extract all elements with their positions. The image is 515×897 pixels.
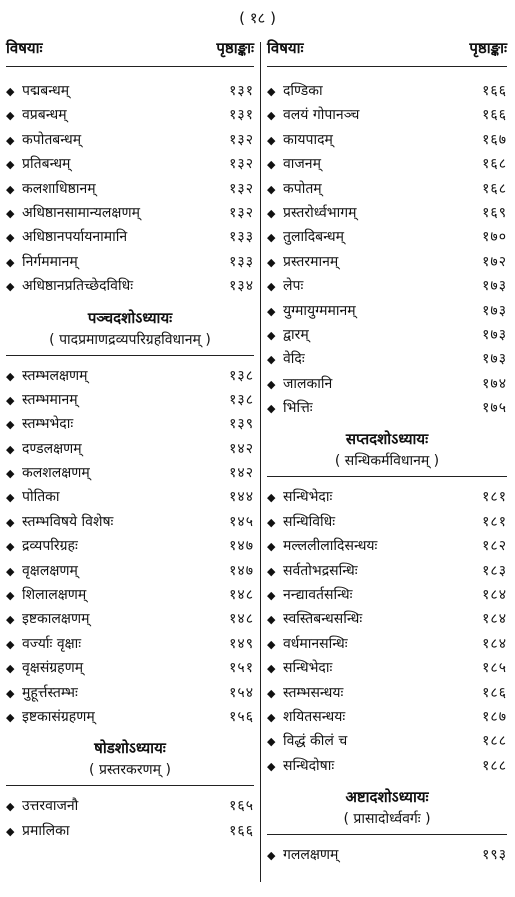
chapter-heading-block xyxy=(267,786,507,835)
toc-entry-page: १४७ xyxy=(229,538,254,555)
diamond-bullet-icon: ◆ xyxy=(267,710,276,724)
toc-entry-topic xyxy=(6,414,73,433)
diamond-bullet-icon: ◆ xyxy=(6,418,15,432)
diamond-bullet-icon: ◆ xyxy=(6,800,15,814)
diamond-bullet-icon: ◆ xyxy=(267,206,276,220)
toc-entry-title: सन्धिदोषाः xyxy=(283,757,335,774)
toc-entry-title: शिलालक्षणम् xyxy=(22,587,87,604)
diamond-bullet-icon: ◆ xyxy=(6,206,15,220)
toc-entry-page: १४२ xyxy=(229,465,254,482)
toc-entry-page: १३२ xyxy=(229,204,254,221)
section-rule xyxy=(267,476,507,477)
diamond-bullet-icon: ◆ xyxy=(267,133,276,147)
diamond-bullet-icon: ◆ xyxy=(267,589,276,603)
toc-entry xyxy=(267,756,507,780)
toc-entry-title: वृक्षसंग्रहणम् xyxy=(22,660,84,677)
toc-entry-topic xyxy=(267,683,343,702)
toc-entry-page: १८१ xyxy=(482,489,507,506)
toc-entry-topic xyxy=(267,325,309,344)
toc-entry-page: १८४ xyxy=(482,587,507,604)
toc-entry-title: वर्धमानसन्धिः xyxy=(283,635,348,652)
diamond-bullet-icon: ◆ xyxy=(267,613,276,627)
toc-entry-title: इष्टकालक्षणम् xyxy=(22,611,90,628)
diamond-bullet-icon: ◆ xyxy=(6,393,15,407)
toc-entry xyxy=(6,463,254,487)
toc-entry-page: १६८ xyxy=(482,156,507,173)
toc-entry-title: इष्टकासंग्रहणम् xyxy=(22,708,95,725)
toc-entry xyxy=(6,609,254,633)
toc-entry-page: १३२ xyxy=(229,180,254,197)
toc-entry-page: १८६ xyxy=(482,684,507,701)
toc-entry-title: दण्डिका xyxy=(283,83,323,99)
chapter-heading-block xyxy=(6,737,254,786)
left-entries xyxy=(6,81,254,845)
toc-entry xyxy=(6,81,254,105)
toc-entry-topic xyxy=(6,707,95,726)
diamond-bullet-icon: ◆ xyxy=(6,231,15,245)
toc-entry xyxy=(267,634,507,658)
toc-entry-page: १६९ xyxy=(482,204,507,221)
toc-entry xyxy=(267,585,507,609)
page-number: ( १८ ) xyxy=(239,9,276,27)
toc-entry-topic xyxy=(267,585,352,604)
toc-entry-title: प्रस्तरमानम् xyxy=(283,253,339,270)
toc-entry xyxy=(6,227,254,251)
toc-entry-title: कपोतम् xyxy=(283,180,322,197)
toc-entry-topic xyxy=(6,227,127,246)
toc-entry-topic xyxy=(6,390,78,409)
toc-entry-topic xyxy=(6,658,83,677)
toc-entry xyxy=(267,349,507,373)
toc-entry-title: पद्मबन्धम् xyxy=(22,83,70,99)
toc-entry-page: १७४ xyxy=(482,375,507,392)
toc-entry-topic xyxy=(6,81,69,100)
toc-entry-topic xyxy=(6,487,60,506)
toc-entry-page: १४७ xyxy=(229,562,254,579)
toc-entry-topic xyxy=(267,252,338,271)
diamond-bullet-icon: ◆ xyxy=(267,735,276,749)
toc-entry-title: वाजनम् xyxy=(283,156,321,173)
topics-heading: विषयाः xyxy=(267,39,304,57)
toc-entry xyxy=(6,366,254,390)
section-rule xyxy=(6,355,254,356)
toc-entry-page: १८२ xyxy=(482,538,507,555)
toc-entry xyxy=(6,634,254,658)
toc-entry xyxy=(6,536,254,560)
diamond-bullet-icon: ◆ xyxy=(6,369,15,383)
chapter-heading-block xyxy=(267,428,507,477)
toc-entry-title: गललक्षणम् xyxy=(283,847,339,864)
toc-entry xyxy=(267,276,507,300)
toc-entry xyxy=(6,707,254,731)
toc-entry-topic xyxy=(6,439,82,458)
toc-entry-page: १६६ xyxy=(482,83,507,99)
chapter-title: अष्टादशोऽध्यायः xyxy=(345,788,429,807)
toc-entry-title: द्वारम् xyxy=(283,326,309,343)
chapter-subtitle: ( पादप्रमाणद्रव्यपरिग्रहविधानम् ) xyxy=(49,331,211,348)
toc-entry-topic xyxy=(6,154,70,173)
toc-entry-topic xyxy=(267,81,323,100)
toc-entry xyxy=(6,683,254,707)
chapter-title: पञ्चदशोऽध्यायः xyxy=(87,308,173,327)
toc-entry-title: विद्धं कीलं च xyxy=(283,733,348,750)
toc-entry-title: वलयं गोपानञ्च xyxy=(283,107,360,124)
toc-entry xyxy=(267,658,507,682)
toc-entry xyxy=(6,276,254,300)
diamond-bullet-icon: ◆ xyxy=(267,849,276,863)
toc-entry-topic xyxy=(267,130,333,149)
toc-entry-topic xyxy=(267,561,358,580)
section-rule xyxy=(267,834,507,835)
right-column xyxy=(267,38,507,870)
toc-entry xyxy=(267,227,507,251)
toc-entry xyxy=(267,81,507,105)
toc-entry xyxy=(267,203,507,227)
toc-entry xyxy=(267,374,507,398)
diamond-bullet-icon: ◆ xyxy=(6,255,15,269)
toc-entry xyxy=(267,707,507,731)
toc-entry-title: दण्डलक्षणम् xyxy=(22,440,82,457)
toc-entry-topic xyxy=(267,276,303,295)
toc-entry-page: १७० xyxy=(482,229,507,246)
diamond-bullet-icon: ◆ xyxy=(6,182,15,196)
toc-entry xyxy=(6,487,254,511)
toc-entry-title: प्रतिबन्धम् xyxy=(22,156,71,173)
toc-entry xyxy=(6,252,254,276)
toc-entry-title: प्रमालिका xyxy=(22,822,70,839)
diamond-bullet-icon: ◆ xyxy=(267,304,276,318)
chapter-subtitle: ( प्रासादोर्ध्ववर्गः ) xyxy=(343,811,431,828)
toc-entry-topic xyxy=(267,105,359,124)
chapter-subtitle: ( प्रस्तरकरणम् ) xyxy=(89,762,171,779)
diamond-bullet-icon: ◆ xyxy=(267,377,276,391)
toc-entry xyxy=(6,585,254,609)
toc-entry xyxy=(267,731,507,755)
diamond-bullet-icon: ◆ xyxy=(6,686,15,700)
diamond-bullet-icon: ◆ xyxy=(6,613,15,627)
toc-entry-page: १३८ xyxy=(229,367,254,384)
toc-entry xyxy=(267,105,507,129)
toc-entry-topic xyxy=(267,227,344,246)
toc-entry-title: नन्द्यावर्तसन्धिः xyxy=(283,587,353,604)
toc-entry-title: स्तम्भसन्धयः xyxy=(283,684,344,701)
toc-entry-topic xyxy=(267,398,313,417)
toc-entry-title: कायपादम् xyxy=(283,131,333,148)
diamond-bullet-icon: ◆ xyxy=(6,133,15,147)
toc-entry-page: १७३ xyxy=(482,351,507,368)
toc-entry-title: उत्तरवाजनौ xyxy=(22,798,79,815)
toc-entry-page: १३४ xyxy=(229,278,254,295)
toc-entry-title: सन्धिभेदाः xyxy=(283,489,333,506)
toc-entry-title: भित्तिः xyxy=(283,400,313,417)
diamond-bullet-icon: ◆ xyxy=(267,328,276,342)
diamond-bullet-icon: ◆ xyxy=(267,158,276,172)
toc-entry-topic xyxy=(267,154,321,173)
toc-entry xyxy=(6,390,254,414)
topics-heading: विषयाः xyxy=(6,39,43,57)
toc-entry-page: १९३ xyxy=(482,847,507,864)
toc-entry-title: पोतिका xyxy=(22,489,60,506)
diamond-bullet-icon: ◆ xyxy=(6,564,15,578)
toc-entry-topic xyxy=(6,821,69,840)
toc-entry xyxy=(267,561,507,585)
toc-entry-title: कलशलक्षणम् xyxy=(22,465,90,482)
toc-entry-page: १८४ xyxy=(482,611,507,628)
toc-entry-page: १६६ xyxy=(229,822,254,839)
toc-entry-page: १३१ xyxy=(229,107,254,124)
diamond-bullet-icon: ◆ xyxy=(6,515,15,529)
toc-entry xyxy=(267,398,507,422)
toc-entry-page: १४४ xyxy=(229,489,254,506)
chapter-title: सप्तदशोऽध्यायः xyxy=(345,430,429,449)
toc-entry-topic xyxy=(6,796,78,815)
diamond-bullet-icon: ◆ xyxy=(267,662,276,676)
diamond-bullet-icon: ◆ xyxy=(267,491,276,505)
toc-entry-topic xyxy=(267,634,348,653)
diamond-bullet-icon: ◆ xyxy=(6,710,15,724)
toc-entry xyxy=(267,845,507,869)
toc-entry-topic xyxy=(6,609,89,628)
diamond-bullet-icon: ◆ xyxy=(267,759,276,773)
diamond-bullet-icon: ◆ xyxy=(6,158,15,172)
toc-entry-page: १४२ xyxy=(229,440,254,457)
toc-entry-title: वृक्षलक्षणम् xyxy=(22,562,78,579)
toc-entry-title: सर्वतोभद्रसन्धिः xyxy=(283,562,358,579)
pages-heading: पृष्ठाङ्काः xyxy=(216,39,254,57)
toc-entry-topic xyxy=(267,301,356,320)
toc-entry-topic xyxy=(267,349,305,368)
toc-entry-topic xyxy=(6,366,88,385)
toc-entry-title: अधिष्ठानप्रतिच्छेदविधिः xyxy=(22,278,134,295)
chapter-heading-block xyxy=(6,307,254,356)
diamond-bullet-icon: ◆ xyxy=(6,662,15,676)
toc-entry-page: १६६ xyxy=(482,107,507,124)
toc-entry xyxy=(267,130,507,154)
toc-entry-page: १७५ xyxy=(482,400,507,417)
toc-entry-title: शयितसन्धयः xyxy=(283,708,346,725)
toc-entry-page: १६७ xyxy=(482,131,507,148)
toc-entry-topic xyxy=(267,536,377,555)
diamond-bullet-icon: ◆ xyxy=(267,515,276,529)
toc-entry-title: जालकानि xyxy=(283,375,333,392)
toc-entry-topic xyxy=(6,130,81,149)
diamond-bullet-icon: ◆ xyxy=(6,491,15,505)
toc-entry-title: स्तम्भभेदाः xyxy=(22,416,74,433)
toc-entry-page: १३१ xyxy=(229,83,254,99)
toc-entry-topic xyxy=(267,374,332,393)
toc-entry-topic xyxy=(267,658,332,677)
toc-entry-topic xyxy=(6,634,81,653)
toc-entry xyxy=(6,561,254,585)
toc-entry-title: मल्ललीलादिसन्धयः xyxy=(283,538,378,555)
diamond-bullet-icon: ◆ xyxy=(267,109,276,123)
diamond-bullet-icon: ◆ xyxy=(267,564,276,578)
toc-entry-page: १४५ xyxy=(229,513,254,530)
toc-entry-title: स्वस्तिबन्धसन्धिः xyxy=(283,611,363,628)
toc-entry xyxy=(267,683,507,707)
toc-entry-page: १८५ xyxy=(482,660,507,677)
toc-entry-topic xyxy=(6,683,78,702)
toc-entry xyxy=(267,325,507,349)
pages-heading: पृष्ठाङ्काः xyxy=(469,39,507,57)
toc-entry-topic xyxy=(6,512,113,531)
toc-entry xyxy=(267,487,507,511)
toc-entry-page: १८८ xyxy=(482,757,507,774)
toc-entry-page: १८१ xyxy=(482,513,507,530)
toc-entry xyxy=(267,609,507,633)
toc-entry-title: तुलादिबन्धम् xyxy=(283,229,345,246)
toc-entry-title: सन्धिविधिः xyxy=(283,513,336,530)
toc-entry-page: १६५ xyxy=(229,798,254,815)
toc-entry xyxy=(267,301,507,325)
toc-entry-page: १७३ xyxy=(482,278,507,295)
toc-entry xyxy=(267,154,507,178)
diamond-bullet-icon: ◆ xyxy=(267,231,276,245)
toc-entry xyxy=(6,414,254,438)
right-column-header xyxy=(267,38,507,67)
toc-entry-topic xyxy=(267,203,357,222)
toc-entry-page: १६८ xyxy=(482,180,507,197)
chapter-subtitle: ( सन्धिकर्मविधानम् ) xyxy=(334,453,440,470)
toc-entry xyxy=(6,154,254,178)
toc-entry xyxy=(6,658,254,682)
toc-entry-page: १५१ xyxy=(229,660,254,677)
toc-entry-page: १४९ xyxy=(229,635,254,652)
toc-entry-page: १३८ xyxy=(229,391,254,408)
toc-entry xyxy=(267,252,507,276)
toc-entry xyxy=(6,821,254,845)
toc-entry-topic xyxy=(267,487,332,506)
diamond-bullet-icon: ◆ xyxy=(267,255,276,269)
toc-entry-title: युग्मायुग्ममानम् xyxy=(283,302,356,319)
toc-entry-topic xyxy=(6,105,67,124)
toc-entry-topic xyxy=(6,276,133,295)
diamond-bullet-icon: ◆ xyxy=(267,85,276,98)
toc-entry xyxy=(6,105,254,129)
toc-entry-title: कलशाधिष्ठानम् xyxy=(22,180,96,197)
toc-entry-title: अधिष्ठानपर्यायनामानि xyxy=(22,229,128,246)
toc-entry-page: १३२ xyxy=(229,156,254,173)
right-entries xyxy=(267,81,507,870)
toc-entry-title: प्रस्तरोर्ध्वभागम् xyxy=(283,204,357,221)
toc-entry-page: १८७ xyxy=(482,708,507,725)
toc-entry-topic xyxy=(6,561,78,580)
toc-entry-topic xyxy=(267,731,347,750)
toc-entry-page: १८३ xyxy=(482,562,507,579)
toc-entry-page: १८४ xyxy=(482,635,507,652)
toc-entry-page: १७३ xyxy=(482,302,507,319)
toc-entry-title: लेपः xyxy=(283,278,304,295)
toc-entry-title: कपोतबन्धम् xyxy=(22,131,82,148)
toc-entry-title: वेदिः xyxy=(283,351,305,368)
diamond-bullet-icon: ◆ xyxy=(6,540,15,554)
toc-entry-title: वर्ज्याः वृक्षाः xyxy=(22,635,82,652)
toc-entry xyxy=(6,439,254,463)
toc-entry-title: द्रव्यपरिग्रहः xyxy=(22,538,78,555)
diamond-bullet-icon: ◆ xyxy=(267,540,276,554)
toc-entry xyxy=(267,536,507,560)
diamond-bullet-icon: ◆ xyxy=(267,637,276,651)
toc-entry-topic xyxy=(267,707,345,726)
toc-entry xyxy=(6,512,254,536)
column-divider xyxy=(260,42,261,882)
diamond-bullet-icon: ◆ xyxy=(267,686,276,700)
toc-entry-page: १५६ xyxy=(229,708,254,725)
toc-entry-title: सन्धिभेदाः xyxy=(283,660,333,677)
toc-entry-topic xyxy=(6,585,86,604)
diamond-bullet-icon: ◆ xyxy=(6,824,15,838)
toc-entry-topic xyxy=(267,512,335,531)
toc-entry-topic xyxy=(6,463,90,482)
toc-entry-title: मुहूर्त्तस्तम्भः xyxy=(22,684,78,701)
diamond-bullet-icon: ◆ xyxy=(6,467,15,481)
toc-entry xyxy=(267,512,507,536)
left-column-header xyxy=(6,38,254,67)
toc-entry-page: १३३ xyxy=(229,229,254,246)
toc-entry xyxy=(6,203,254,227)
toc-entry-title: स्तम्भमानम् xyxy=(22,391,78,408)
toc-entry-topic xyxy=(6,203,140,222)
toc-entry-title: निर्गममानम् xyxy=(22,253,78,270)
toc-entry-topic xyxy=(267,179,322,198)
toc-entry-page: १७३ xyxy=(482,326,507,343)
diamond-bullet-icon: ◆ xyxy=(267,280,276,294)
diamond-bullet-icon: ◆ xyxy=(6,637,15,651)
toc-entry-page: १८८ xyxy=(482,733,507,750)
toc-entry-page: १३२ xyxy=(229,131,254,148)
left-column xyxy=(6,38,254,845)
diamond-bullet-icon: ◆ xyxy=(6,280,15,294)
diamond-bullet-icon: ◆ xyxy=(6,109,15,123)
toc-entry xyxy=(267,179,507,203)
diamond-bullet-icon: ◆ xyxy=(6,589,15,603)
toc-entry-title: वप्रबन्धम् xyxy=(22,107,67,124)
chapter-title: षोडशोऽध्यायः xyxy=(94,739,166,758)
diamond-bullet-icon: ◆ xyxy=(267,182,276,196)
diamond-bullet-icon: ◆ xyxy=(6,442,15,456)
toc-entry-topic xyxy=(267,609,362,628)
toc-entry-topic xyxy=(6,252,78,271)
section-rule xyxy=(6,785,254,786)
toc-entry xyxy=(6,179,254,203)
diamond-bullet-icon: ◆ xyxy=(6,85,15,98)
toc-entry-topic xyxy=(267,845,338,864)
toc-entry-title: स्तम्भविषये विशेषः xyxy=(22,513,114,530)
toc-entry-title: अधिष्ठानसामान्यलक्षणम् xyxy=(22,204,140,221)
toc-entry xyxy=(6,130,254,154)
toc-entry-topic xyxy=(267,756,334,775)
toc-entry-page: १५४ xyxy=(229,684,254,701)
toc-entry-page: १३९ xyxy=(229,416,254,433)
toc-entry-topic xyxy=(6,536,78,555)
toc-entry-page: १७२ xyxy=(482,253,507,270)
toc-entry xyxy=(6,796,254,820)
toc-entry-page: १४८ xyxy=(229,611,254,628)
toc-entry-page: १४८ xyxy=(229,587,254,604)
toc-entry-topic xyxy=(6,179,96,198)
diamond-bullet-icon: ◆ xyxy=(267,402,276,416)
toc-entry-title: स्तम्भलक्षणम् xyxy=(22,367,88,384)
diamond-bullet-icon: ◆ xyxy=(267,353,276,367)
toc-entry-page: १३३ xyxy=(229,253,254,270)
